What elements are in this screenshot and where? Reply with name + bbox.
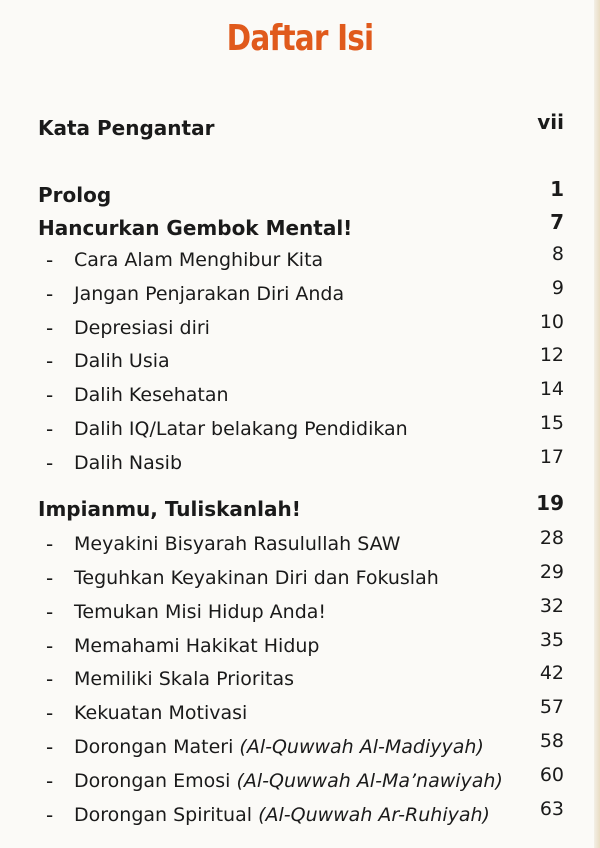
toc-subentry[interactable] xyxy=(0,277,600,310)
toc-entry-page: 15 xyxy=(539,412,564,434)
toc-subentry[interactable] xyxy=(0,344,600,377)
dash-bullet: - xyxy=(46,248,54,272)
toc-entry-page: 8 xyxy=(551,243,564,265)
toc-subentry[interactable] xyxy=(0,527,600,560)
toc-subentry[interactable] xyxy=(0,243,600,276)
toc-entry-page: 32 xyxy=(539,595,564,617)
toc-entry-label: Prolog xyxy=(38,183,112,207)
dash-bullet: - xyxy=(46,417,54,441)
toc-subentry[interactable] xyxy=(0,629,600,662)
toc-entry-label: Memiliki Skala Prioritas xyxy=(74,668,295,690)
toc-entry-page: 57 xyxy=(539,696,564,718)
toc-entry-page: 1 xyxy=(550,177,564,201)
toc-entry-hancurkan-gembok-mental[interactable] xyxy=(0,210,600,244)
toc-entry-label: Kata Pengantar xyxy=(38,116,215,140)
toc-entry-label: Impianmu, Tuliskanlah! xyxy=(38,497,301,521)
toc-subentry[interactable] xyxy=(0,730,600,763)
toc-entry-label: Dalih IQ/Latar belakang Pendidikan xyxy=(74,418,408,440)
dash-bullet: - xyxy=(46,600,54,624)
toc-entry-prolog[interactable] xyxy=(0,177,600,211)
toc-subentry[interactable] xyxy=(0,378,600,411)
toc-entry-label-italic: (Al-Quwwah Al-Ma’nawiyah) xyxy=(236,770,503,792)
dash-bullet: - xyxy=(46,769,54,793)
toc-entry-label: Cara Alam Menghibur Kita xyxy=(74,249,324,271)
toc-entry-label: Teguhkan Keyakinan Diri dan Fokuslah xyxy=(74,567,439,589)
toc-entry-page: 58 xyxy=(539,730,564,752)
toc-subentry[interactable] xyxy=(0,561,600,594)
toc-entry-label: Jangan Penjarakan Diri Anda xyxy=(74,283,345,305)
toc-entry-label: Meyakini Bisyarah Rasulullah SAW xyxy=(74,533,401,555)
toc-entry-page: 42 xyxy=(539,662,564,684)
dash-bullet: - xyxy=(46,316,54,340)
toc-entry-page: 29 xyxy=(539,561,564,583)
toc-entry-label-main: Dorongan Emosi xyxy=(74,770,231,792)
dash-bullet: - xyxy=(46,701,54,725)
toc-entry-label xyxy=(74,733,484,761)
dash-bullet: - xyxy=(46,532,54,556)
toc-entry-page: vii xyxy=(537,110,564,134)
toc-entry-label xyxy=(74,767,503,795)
toc-entry-page: 7 xyxy=(550,210,564,234)
toc-entry-label-italic: (Al-Quwwah Ar-Ruhiyah) xyxy=(258,804,490,826)
dash-bullet: - xyxy=(46,282,54,306)
dash-bullet: - xyxy=(46,667,54,691)
toc-subentry[interactable] xyxy=(0,446,600,479)
toc-subentry[interactable] xyxy=(0,595,600,628)
dash-bullet: - xyxy=(46,735,54,759)
toc-entry-label: Hancurkan Gembok Mental! xyxy=(38,216,353,240)
toc-entry-page: 9 xyxy=(551,277,564,299)
toc-subentry[interactable] xyxy=(0,696,600,729)
toc-entry-label-italic: (Al-Quwwah Al-Madiyyah) xyxy=(239,736,484,758)
page-edge-shadow xyxy=(594,0,600,848)
toc-subentry[interactable] xyxy=(0,764,600,797)
toc-subentry[interactable] xyxy=(0,311,600,344)
toc-subentry[interactable] xyxy=(0,412,600,445)
toc-entry-page: 35 xyxy=(539,629,564,651)
toc-entry-page: 28 xyxy=(539,527,564,549)
toc-entry-page: 14 xyxy=(539,378,564,400)
toc-entry-label: Memahami Hakikat Hidup xyxy=(74,635,320,657)
toc-entry-label: Kekuatan Motivasi xyxy=(74,702,248,724)
toc-entry-page: 12 xyxy=(539,344,564,366)
toc-entry-label: Depresiasi diri xyxy=(74,317,210,339)
dash-bullet: - xyxy=(46,634,54,658)
toc-subentry[interactable] xyxy=(0,798,600,831)
toc-entry-page: 10 xyxy=(539,311,564,333)
toc-subentry[interactable] xyxy=(0,662,600,695)
toc-entry-label-main: Dorongan Materi xyxy=(74,736,234,758)
toc-entry-label: Dalih Usia xyxy=(74,350,170,372)
toc-entry-label: Dalih Nasib xyxy=(74,452,183,474)
toc-entry-page: 17 xyxy=(539,446,564,468)
dash-bullet: - xyxy=(46,566,54,590)
toc-entry-label xyxy=(74,801,490,829)
dash-bullet: - xyxy=(46,349,54,373)
dash-bullet: - xyxy=(46,383,54,407)
toc-entry-label-main: Dorongan Spiritual xyxy=(74,804,253,826)
toc-entry-impianmu-tuliskanlah[interactable] xyxy=(0,491,600,525)
toc-title: Daftar Isi xyxy=(226,18,374,59)
toc-entry-kata-pengantar[interactable] xyxy=(0,110,600,144)
toc-entry-label: Dalih Kesehatan xyxy=(74,384,229,406)
toc-entry-label: Temukan Misi Hidup Anda! xyxy=(74,601,327,623)
toc-entry-page: 63 xyxy=(539,798,564,820)
dash-bullet: - xyxy=(46,803,54,827)
toc-entry-page: 19 xyxy=(536,491,564,515)
toc-entry-page: 60 xyxy=(539,764,564,786)
dash-bullet: - xyxy=(46,451,54,475)
